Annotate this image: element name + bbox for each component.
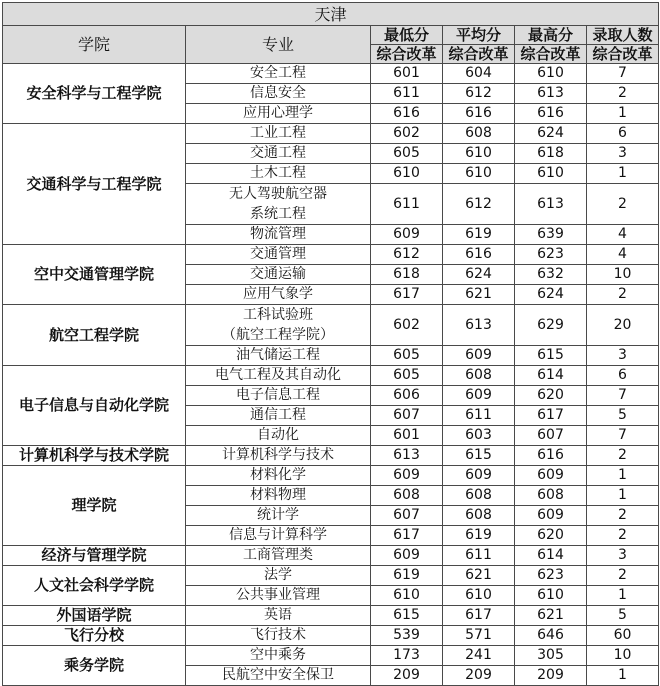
table-row — [3, 546, 659, 566]
major-cell: 应用心理学 — [186, 104, 371, 124]
avg-score-cell: 609 — [443, 386, 515, 406]
avg-score-cell: 612 — [443, 184, 515, 225]
avg-score-cell: 610 — [443, 164, 515, 184]
min-score-cell: 617 — [371, 285, 443, 305]
table-title: 天津 — [3, 3, 659, 26]
admit-count-cell: 10 — [587, 265, 659, 285]
college-cell: 理学院 — [3, 466, 186, 546]
max-score-cell: 639 — [515, 225, 587, 245]
avg-score-cell: 621 — [443, 566, 515, 586]
min-score-cell: 610 — [371, 164, 443, 184]
min-score-cell: 610 — [371, 586, 443, 606]
major-cell: 土木工程 — [186, 164, 371, 184]
admit-count-cell: 20 — [587, 305, 659, 346]
avg-score-cell: 609 — [443, 346, 515, 366]
avg-score-cell: 209 — [443, 666, 515, 686]
max-score-cell: 618 — [515, 144, 587, 164]
table-row — [3, 64, 659, 84]
table-body — [3, 64, 659, 686]
avg-score-cell: 613 — [443, 305, 515, 346]
admit-count-cell: 1 — [587, 666, 659, 686]
max-score-cell: 609 — [515, 466, 587, 486]
major-cell: 统计学 — [186, 506, 371, 526]
header-count: 录取人数 — [587, 26, 659, 45]
avg-score-cell: 609 — [443, 466, 515, 486]
major-cell: 交通管理 — [186, 245, 371, 265]
max-score-cell: 608 — [515, 486, 587, 506]
header-sub-count: 综合改革 — [587, 45, 659, 64]
college-cell: 交通科学与工程学院 — [3, 124, 186, 245]
major-cell: 材料化学 — [186, 466, 371, 486]
avg-score-cell: 616 — [443, 245, 515, 265]
avg-score-cell: 619 — [443, 225, 515, 245]
max-score-cell: 646 — [515, 626, 587, 646]
avg-score-cell: 608 — [443, 366, 515, 386]
avg-score-cell: 610 — [443, 144, 515, 164]
major-cell: 通信工程 — [186, 406, 371, 426]
max-score-cell: 624 — [515, 285, 587, 305]
major-cell: 电气工程及其自动化 — [186, 366, 371, 386]
avg-score-cell: 617 — [443, 606, 515, 626]
min-score-cell: 605 — [371, 366, 443, 386]
major-cell: 信息安全 — [186, 84, 371, 104]
min-score-cell: 539 — [371, 626, 443, 646]
admit-count-cell: 2 — [587, 566, 659, 586]
admit-count-cell: 10 — [587, 646, 659, 666]
admit-count-cell: 6 — [587, 366, 659, 386]
max-score-cell: 617 — [515, 406, 587, 426]
header-sub-avg: 综合改革 — [443, 45, 515, 64]
avg-score-cell: 604 — [443, 64, 515, 84]
min-score-cell: 611 — [371, 84, 443, 104]
admit-count-cell: 4 — [587, 245, 659, 265]
admit-count-cell: 3 — [587, 546, 659, 566]
min-score-cell: 601 — [371, 426, 443, 446]
major-cell: 交通工程 — [186, 144, 371, 164]
major-cell: 信息与计算科学 — [186, 526, 371, 546]
avg-score-cell: 608 — [443, 124, 515, 144]
min-score-cell: 611 — [371, 184, 443, 225]
min-score-cell: 609 — [371, 225, 443, 245]
college-cell: 人文社会科学学院 — [3, 566, 186, 606]
college-cell: 外国语学院 — [3, 606, 186, 626]
admit-count-cell: 2 — [587, 84, 659, 104]
admit-count-cell: 3 — [587, 144, 659, 164]
min-score-cell: 613 — [371, 446, 443, 466]
avg-score-cell: 241 — [443, 646, 515, 666]
max-score-cell: 620 — [515, 386, 587, 406]
table-row — [3, 566, 659, 586]
admit-count-cell: 2 — [587, 526, 659, 546]
min-score-cell: 605 — [371, 346, 443, 366]
avg-score-cell: 611 — [443, 546, 515, 566]
college-cell: 安全科学与工程学院 — [3, 64, 186, 124]
header-avg: 平均分 — [443, 26, 515, 45]
college-cell: 飞行分校 — [3, 626, 186, 646]
admit-count-cell: 1 — [587, 104, 659, 124]
college-cell: 乘务学院 — [3, 646, 186, 686]
min-score-cell: 615 — [371, 606, 443, 626]
header-major: 专业 — [186, 26, 371, 64]
header-sub-min: 综合改革 — [371, 45, 443, 64]
avg-score-cell: 610 — [443, 586, 515, 606]
major-cell: 安全工程 — [186, 64, 371, 84]
max-score-cell: 209 — [515, 666, 587, 686]
max-score-cell: 616 — [515, 104, 587, 124]
max-score-cell: 620 — [515, 526, 587, 546]
avg-score-cell: 611 — [443, 406, 515, 426]
admit-count-cell: 1 — [587, 466, 659, 486]
min-score-cell: 209 — [371, 666, 443, 686]
admit-count-cell: 1 — [587, 586, 659, 606]
min-score-cell: 616 — [371, 104, 443, 124]
avg-score-cell: 615 — [443, 446, 515, 466]
major-cell: 应用气象学 — [186, 285, 371, 305]
table-row — [3, 245, 659, 265]
table-row — [3, 626, 659, 646]
college-cell: 空中交通管理学院 — [3, 245, 186, 305]
max-score-cell: 623 — [515, 245, 587, 265]
max-score-cell: 609 — [515, 506, 587, 526]
admit-count-cell: 1 — [587, 164, 659, 184]
table-row — [3, 124, 659, 144]
major-cell: 法学 — [186, 566, 371, 586]
major-cell: 飞行技术 — [186, 626, 371, 646]
major-cell: 无人驾驶航空器 系统工程 — [186, 184, 371, 225]
major-cell: 计算机科学与技术 — [186, 446, 371, 466]
major-cell: 公共事业管理 — [186, 586, 371, 606]
max-score-cell: 613 — [515, 184, 587, 225]
admit-count-cell: 7 — [587, 426, 659, 446]
major-cell: 电子信息工程 — [186, 386, 371, 406]
admit-count-cell: 5 — [587, 606, 659, 626]
header-max: 最高分 — [515, 26, 587, 45]
major-cell: 油气储运工程 — [186, 346, 371, 366]
admit-count-cell: 1 — [587, 486, 659, 506]
min-score-cell: 602 — [371, 305, 443, 346]
avg-score-cell: 624 — [443, 265, 515, 285]
min-score-cell: 618 — [371, 265, 443, 285]
min-score-cell: 609 — [371, 546, 443, 566]
min-score-cell: 619 — [371, 566, 443, 586]
admit-count-cell: 2 — [587, 506, 659, 526]
avg-score-cell: 616 — [443, 104, 515, 124]
min-score-cell: 607 — [371, 406, 443, 426]
avg-score-cell: 612 — [443, 84, 515, 104]
admission-table — [2, 2, 659, 686]
admit-count-cell: 2 — [587, 446, 659, 466]
major-cell: 民航空中安全保卫 — [186, 666, 371, 686]
major-cell: 空中乘务 — [186, 646, 371, 666]
admit-count-cell: 2 — [587, 184, 659, 225]
avg-score-cell: 603 — [443, 426, 515, 446]
table-row — [3, 305, 659, 346]
min-score-cell: 605 — [371, 144, 443, 164]
college-cell: 经济与管理学院 — [3, 546, 186, 566]
major-cell: 工业工程 — [186, 124, 371, 144]
max-score-cell: 616 — [515, 446, 587, 466]
max-score-cell: 629 — [515, 305, 587, 346]
table-row — [3, 366, 659, 386]
max-score-cell: 621 — [515, 606, 587, 626]
max-score-cell: 610 — [515, 64, 587, 84]
max-score-cell: 607 — [515, 426, 587, 446]
max-score-cell: 613 — [515, 84, 587, 104]
avg-score-cell: 608 — [443, 506, 515, 526]
major-cell: 工商管理类 — [186, 546, 371, 566]
min-score-cell: 617 — [371, 526, 443, 546]
admit-count-cell: 60 — [587, 626, 659, 646]
admit-count-cell: 7 — [587, 64, 659, 84]
major-cell: 物流管理 — [186, 225, 371, 245]
header-min: 最低分 — [371, 26, 443, 45]
min-score-cell: 602 — [371, 124, 443, 144]
table-row — [3, 446, 659, 466]
college-cell: 电子信息与自动化学院 — [3, 366, 186, 446]
college-cell: 航空工程学院 — [3, 305, 186, 366]
table-row — [3, 646, 659, 666]
admit-count-cell: 7 — [587, 386, 659, 406]
min-score-cell: 609 — [371, 466, 443, 486]
major-cell: 交通运输 — [186, 265, 371, 285]
avg-score-cell: 619 — [443, 526, 515, 546]
max-score-cell: 624 — [515, 124, 587, 144]
major-cell: 自动化 — [186, 426, 371, 446]
max-score-cell: 614 — [515, 366, 587, 386]
max-score-cell: 623 — [515, 566, 587, 586]
max-score-cell: 615 — [515, 346, 587, 366]
max-score-cell: 632 — [515, 265, 587, 285]
max-score-cell: 305 — [515, 646, 587, 666]
major-cell: 工科试验班 （航空工程学院） — [186, 305, 371, 346]
table-row — [3, 466, 659, 486]
admit-count-cell: 5 — [587, 406, 659, 426]
max-score-cell: 614 — [515, 546, 587, 566]
major-cell: 英语 — [186, 606, 371, 626]
min-score-cell: 173 — [371, 646, 443, 666]
avg-score-cell: 571 — [443, 626, 515, 646]
header-sub-max: 综合改革 — [515, 45, 587, 64]
admit-count-cell: 2 — [587, 285, 659, 305]
min-score-cell: 612 — [371, 245, 443, 265]
header-college: 学院 — [3, 26, 186, 64]
max-score-cell: 610 — [515, 586, 587, 606]
avg-score-cell: 621 — [443, 285, 515, 305]
admit-count-cell: 3 — [587, 346, 659, 366]
min-score-cell: 607 — [371, 506, 443, 526]
avg-score-cell: 608 — [443, 486, 515, 506]
college-cell: 计算机科学与技术学院 — [3, 446, 186, 466]
table-row — [3, 606, 659, 626]
min-score-cell: 606 — [371, 386, 443, 406]
min-score-cell: 601 — [371, 64, 443, 84]
major-cell: 材料物理 — [186, 486, 371, 506]
admit-count-cell: 4 — [587, 225, 659, 245]
min-score-cell: 608 — [371, 486, 443, 506]
max-score-cell: 610 — [515, 164, 587, 184]
admit-count-cell: 6 — [587, 124, 659, 144]
